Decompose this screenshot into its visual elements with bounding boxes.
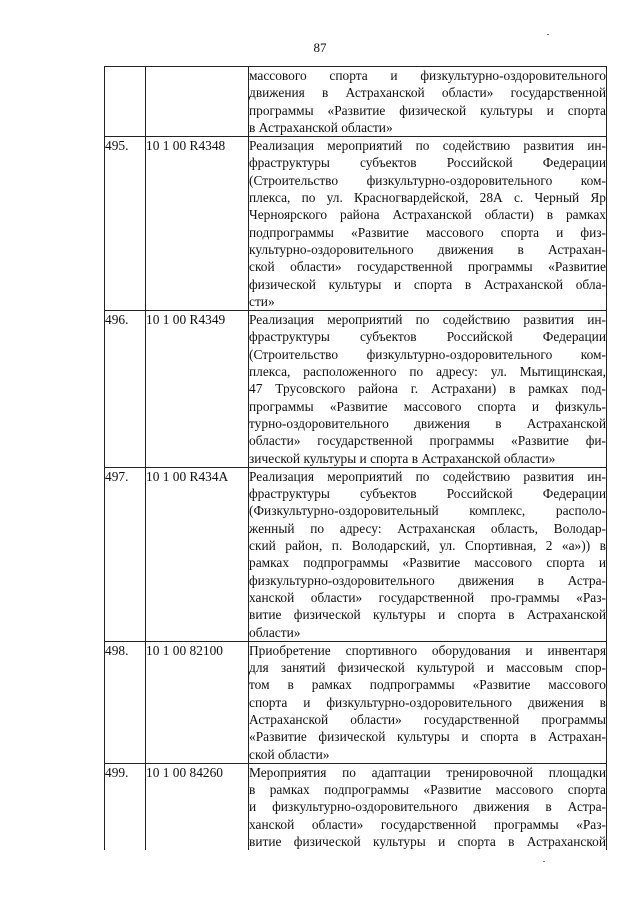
description-cell — [249, 467, 607, 641]
description-cell — [249, 641, 607, 763]
row-number-cell: 497. — [105, 467, 146, 641]
description-line: сти» — [249, 293, 275, 309]
description-line: ский район, п. Володарский, ул. Спортивная, 2 «а»)) в — [249, 538, 606, 554]
table-body — [105, 67, 607, 851]
description-line: движения в Астраханской области» государственной — [249, 85, 606, 101]
description-line: для занятий физической культурой и массовым спор- — [249, 660, 606, 676]
description-line: (Строительство физкультурно-оздоровительного ком- — [249, 172, 606, 188]
description-line: программы «Развитие массового спорта и физкуль- — [249, 398, 606, 414]
table-row — [105, 467, 607, 641]
description-line: ханской области» государственной про-граммы «Раз- — [249, 589, 606, 605]
description-line: подпрограммы «Развитие массового спорта и физ- — [249, 224, 606, 240]
description-line: области» государственной программы «Развитие фи- — [249, 433, 606, 449]
description-line: 47 Трусовского района г. Астрахани) в рамках под- — [249, 381, 606, 397]
row-number-cell: 498. — [105, 641, 146, 763]
description-line: Реализация мероприятий по содействию развития ин- — [249, 468, 606, 484]
description-line: витие физической культуры и спорта в Астраханской — [249, 607, 606, 623]
description-line: массового спорта и физкультурно-оздоровительного — [249, 68, 606, 83]
table-row — [105, 641, 607, 763]
description-cell — [249, 137, 607, 311]
classification-code-cell: 10 1 00 R4348 — [146, 137, 249, 311]
description-line: фраструктуры субъектов Российской Федерации — [249, 486, 606, 502]
description-line: (Физкультурно-оздоровительный комплекс, располо- — [249, 503, 606, 519]
description-line: «Развитие физической культуры и спорта в Астрахан- — [249, 729, 606, 745]
description-line: рамках подпрограммы «Развитие массового спорта и — [249, 555, 606, 571]
description-cell — [249, 67, 607, 137]
description-line: турно-оздоровительного движения в Астраханской — [249, 415, 606, 431]
description-line: плекса, расположенного по адресу: ул. Мытищинская, — [249, 364, 606, 380]
description-line: культурно-оздоровительного движения в Астрахан- — [249, 241, 606, 257]
description-line: программы «Развитие физической культуры и спорта — [249, 102, 606, 118]
description-line: физкультурно-оздоровительного движения в Астра- — [249, 572, 606, 588]
description-line: зической культуры и спорта в Астраханской области» — [249, 450, 556, 466]
table-row — [105, 311, 607, 468]
description-line: ской области» государственной программы «Развитие — [249, 259, 606, 275]
description-line: физической культуры и спорта в Астраханской обла- — [249, 276, 606, 292]
description-line: Приобретение спортивного оборудования и инвентаря — [249, 642, 606, 658]
page-number: 87 — [313, 40, 327, 55]
description-line: в рамках подпрограммы «Развитие массового спорта — [249, 782, 606, 798]
scan-speck — [543, 861, 545, 862]
table-row — [105, 137, 607, 311]
description-line: (Строительство физкультурно-оздоровительного ком- — [249, 346, 606, 362]
description-line: области» — [249, 624, 301, 640]
classification-code-cell: 10 1 00 82100 — [146, 641, 249, 763]
table-row — [105, 67, 607, 137]
description-line: витие физической культуры и спорта в Астраханской — [249, 834, 606, 850]
description-line: том в рамках подпрограммы «Развитие массового — [249, 677, 606, 693]
description-line: Черноярского района Астраханской области) в рамках — [249, 207, 606, 223]
description-line: Мероприятия по адаптации тренировочной площадки — [249, 764, 606, 780]
description-line: ханской области» государственной программы «Раз- — [249, 816, 606, 832]
description-line: женный по адресу: Астраханская область, Володар- — [249, 520, 606, 536]
description-line: и физкультурно-оздоровительного движения в Астра- — [249, 799, 606, 815]
row-number-cell: 496. — [105, 311, 146, 468]
description-cell — [249, 311, 607, 468]
description-line: Астраханской области» государственной программы — [249, 711, 606, 727]
description-line: ской области» — [249, 746, 330, 762]
table-row — [105, 763, 607, 850]
classification-code-cell — [146, 67, 249, 137]
description-cell — [249, 763, 607, 850]
description-line: в Астраханской области» — [249, 119, 393, 135]
row-number-cell — [105, 67, 146, 137]
scan-speck — [547, 34, 549, 35]
classification-code-cell: 10 1 00 R434A — [146, 467, 249, 641]
classification-code-cell: 10 1 00 84260 — [146, 763, 249, 850]
row-number-cell: 495. — [105, 137, 146, 311]
description-line: Реализация мероприятий по содействию развития ин- — [249, 312, 606, 328]
description-line: фраструктуры субъектов Российской Федерации — [249, 155, 606, 171]
description-line: Реализация мероприятий по содействию развития ин- — [249, 138, 606, 154]
classification-code-cell: 10 1 00 R4349 — [146, 311, 249, 468]
description-line: спорта и физкультурно-оздоровительного движения в — [249, 694, 606, 710]
description-line: фраструктуры субъектов Российской Федерации — [249, 329, 606, 345]
budget-table — [104, 66, 607, 850]
description-line: плекса, по ул. Красногвардейской, 28А с. Черный Яр — [249, 190, 606, 206]
row-number-cell: 499. — [105, 763, 146, 850]
